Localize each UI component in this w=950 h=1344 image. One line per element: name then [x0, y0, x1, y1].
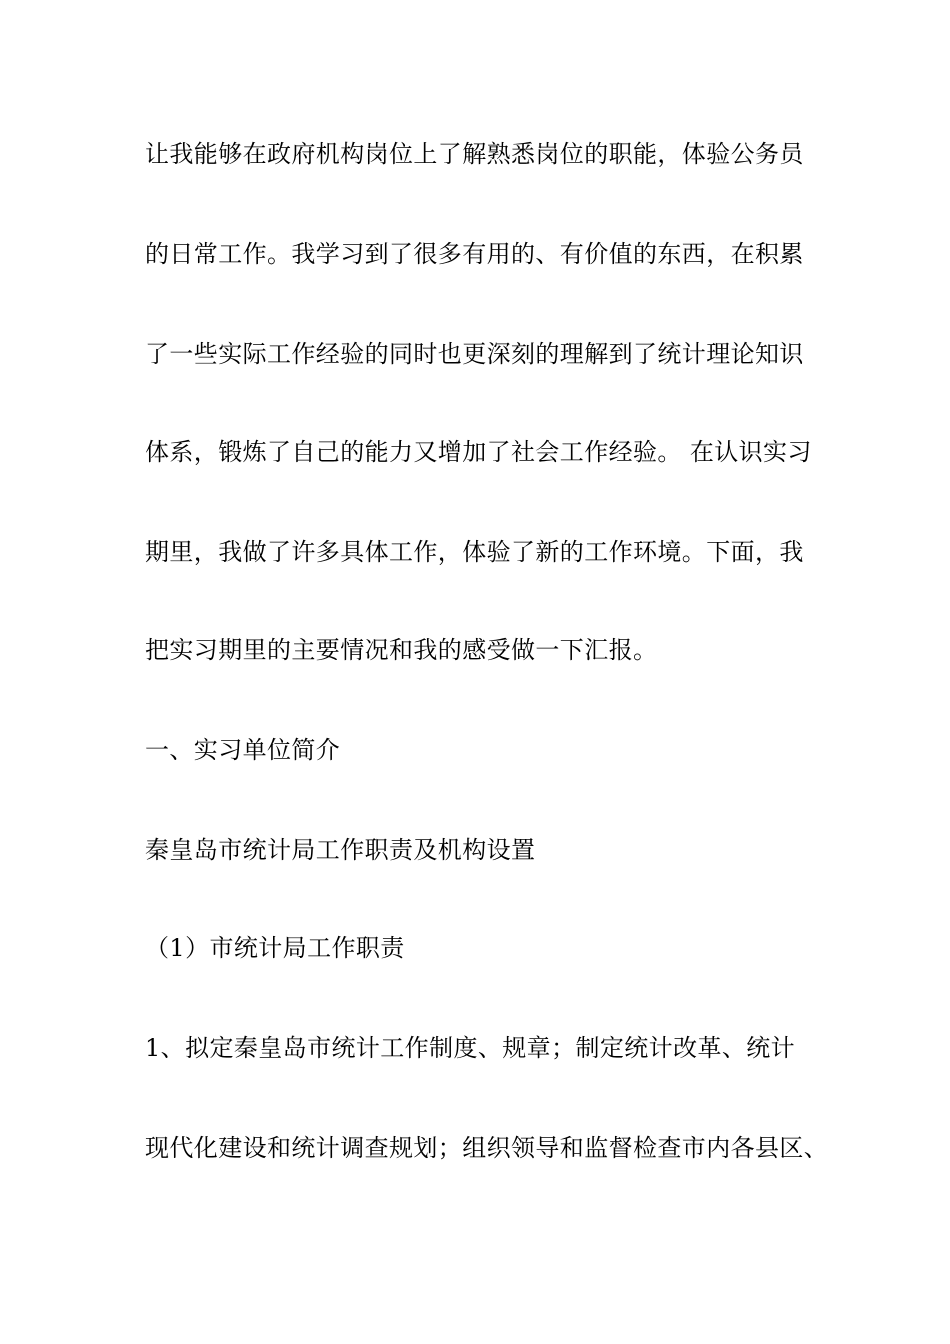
body-text-line: 了一些实际工作经验的同时也更深刻的理解到了统计理论知识 — [145, 340, 804, 368]
body-text-line: 把实习期里的主要情况和我的感受做一下汇报。 — [145, 636, 658, 664]
subsection-heading: （1）市统计局工作职责 — [145, 934, 405, 962]
body-text-line: 期里，我做了许多具体工作，体验了新的工作环境。下面，我 — [145, 538, 804, 566]
body-text-line: 的日常工作。我学习到了很多有用的、有价值的东西，在积累 — [145, 240, 804, 268]
list-item-text: 现代化建设和统计调查规划；组织领导和监督检查市内各县区、 — [145, 1134, 829, 1162]
subsection-heading: 秦皇岛市统计局工作职责及机构设置 — [145, 836, 536, 864]
body-text-line: 让我能够在政府机构岗位上了解熟悉岗位的职能，体验公务员 — [145, 140, 804, 168]
list-item-text: 1、拟定秦皇岛市统计工作制度、规章；制定统计改革、统计 — [145, 1034, 796, 1062]
body-text-line: 体系，锻炼了自己的能力又增加了社会工作经验。 在认识实习 — [145, 438, 812, 466]
section-heading: 一、实习单位简介 — [145, 736, 341, 764]
